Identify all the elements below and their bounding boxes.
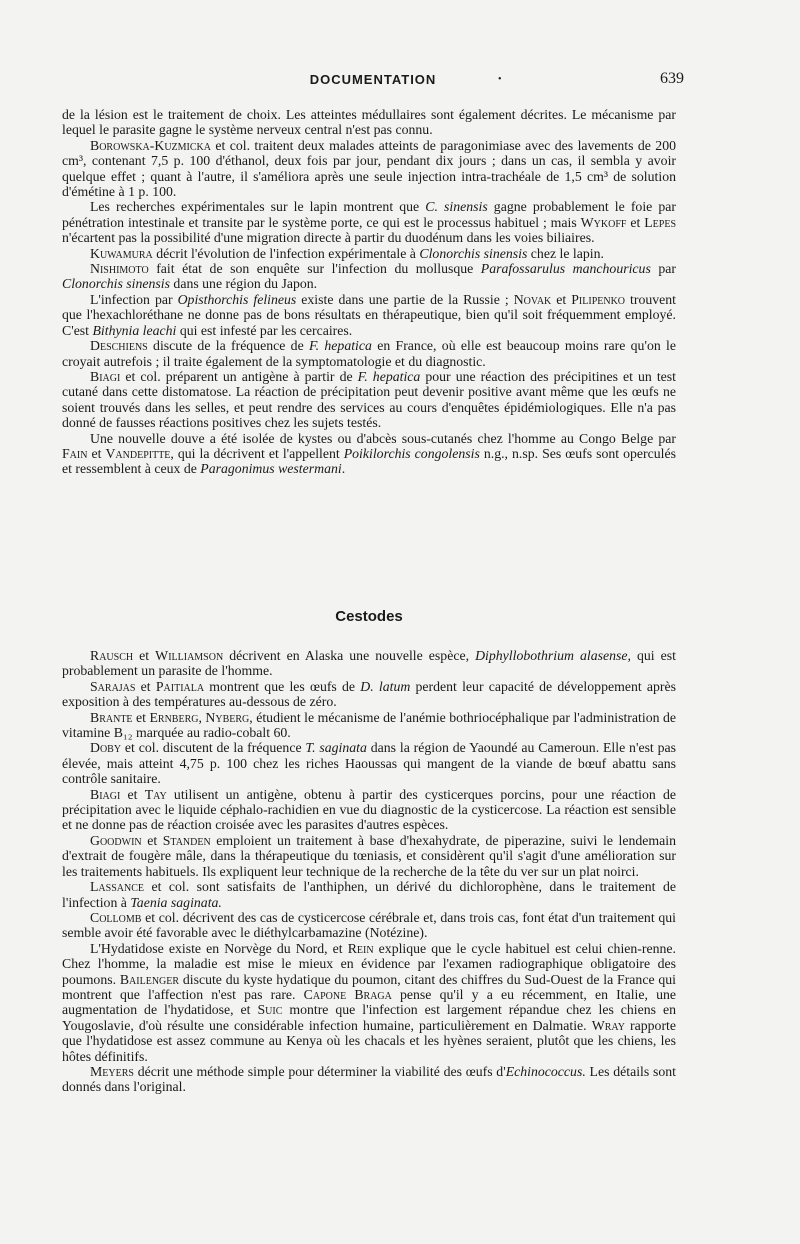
text-run: décrit l'évolution de l'infection expérimentale à <box>152 245 420 261</box>
paragraph <box>62 941 676 1064</box>
species-name: Clonorchis sinensis <box>62 276 170 292</box>
text-run: Les recherches expérimentales sur le lapin montrent que <box>90 199 426 215</box>
text-run: chez le lapin. <box>527 245 604 261</box>
author-name: Pilipenko <box>571 291 626 307</box>
running-title: DOCUMENTATION <box>309 72 437 87</box>
trematodes-continuation <box>62 107 676 477</box>
paragraph <box>62 679 676 710</box>
paragraph <box>62 710 676 741</box>
text-run: et <box>132 709 150 725</box>
author-name: Standen <box>162 832 211 848</box>
species-name: Taenia saginata. <box>130 894 222 910</box>
text-run: et col. discutent de la fréquence <box>121 740 306 756</box>
author-name: Lepes <box>644 214 677 230</box>
page-number: 639 <box>660 70 684 87</box>
species-name: Clonorchis sinensis <box>419 245 528 261</box>
section-heading-cestodes: Cestodes <box>335 608 403 625</box>
paragraph <box>62 338 676 369</box>
paragraph <box>62 833 676 879</box>
author-name: Rein <box>347 940 374 956</box>
text-run: et <box>133 648 156 663</box>
author-name: Doby <box>90 740 122 756</box>
text-run: discute du kyste hydatique du poumon, citant des chiffres du Sud-Ouest de la France qui montrent que l'affection n'est pas rare. <box>62 971 676 1002</box>
text-run: décrivent en Alaska une nouvelle espèce, <box>223 648 476 663</box>
author-name: Goodwin <box>90 832 142 848</box>
author-name: Borowska-Kuzmicka <box>90 137 211 153</box>
text-run: en France, où elle est beaucoup moins rare qu'on le croyait autrefois ; il traite également de la symptomatologie et du diagnostic. <box>62 338 676 369</box>
text-run: discute de la fréquence de <box>147 338 309 354</box>
paragraph <box>62 648 676 679</box>
paragraph <box>62 261 676 292</box>
paragraph <box>62 879 676 910</box>
text-run: dans une région du Japon. <box>169 276 318 292</box>
paragraph <box>62 292 676 338</box>
author-name: Ernberg <box>149 709 199 725</box>
species-name: F. hepatica <box>357 368 421 384</box>
species-name: C. sinensis <box>425 199 488 215</box>
species-name: Echinococcus. <box>505 1063 586 1079</box>
species-name: T. saginata <box>305 740 367 756</box>
text-run: et <box>141 832 163 848</box>
author-name: Meyers <box>90 1063 134 1079</box>
text-run: rapporte que l'hydatidose est assez commune au Kenya où les chacals et les hyènes seraient, plutôt que les chiens, les hôtes définitifs. <box>62 1017 677 1064</box>
text-run: montre que l'infection est largement répandue chez les chiens en Yougoslavie, d'où résulte une considérable infection humaine, particulièrement en Dalmatie. <box>62 1002 676 1033</box>
text-run: Les détails sont donnés dans l'original. <box>62 1063 676 1095</box>
paragraph <box>62 740 676 786</box>
text-run: perdent leur capacité de développement après exposition à des températures au-dessous de zéro. <box>62 678 676 710</box>
author-name: Bailenger <box>119 971 180 987</box>
author-name: Wray <box>591 1017 625 1033</box>
species-name: D. latum <box>360 678 411 694</box>
text-run: et col. préparent un antigène à partir de <box>120 368 358 384</box>
species-name: Opisthorchis felineus <box>177 291 297 307</box>
text-run: pense qu'il y a eu récemment, en Italie, une augmentation de l'hydatidose, et <box>62 986 676 1018</box>
author-name: Rausch <box>90 648 134 663</box>
paragraph <box>62 138 676 200</box>
text-run: , étudient le mécanisme de l'anémie bothriocéphalique par l'administration de vitamine B₁₂ marquée au radio-cobalt 60. <box>62 709 676 741</box>
text-run: et <box>626 214 645 230</box>
text-run: Une nouvelle douve a été isolée de kystes ou d'abcès sous-cutanés chez l'homme au Congo Belge par <box>90 430 676 446</box>
text-run: et <box>120 786 145 802</box>
author-name: Capone Braga <box>303 986 392 1002</box>
paragraph <box>62 431 676 477</box>
text-run: trouvent que l'hexachloréthane ne donne pas de bons résultats en thérapeutique, bien qu'il soit fréquemment employé. C'est <box>62 291 677 338</box>
text-run: qui est probablement un parasite de l'homme. <box>62 648 677 679</box>
author-name: Paitiala <box>155 678 205 694</box>
paragraph <box>62 369 676 431</box>
author-name: Suic <box>257 1002 283 1018</box>
author-name: Wykoff <box>580 214 627 230</box>
text-run: n.g., n.sp. Ses œufs sont operculés et ressemblent à ceux de <box>62 445 676 477</box>
text-run: de la lésion est le traitement de choix. Les atteintes médullaires sont également décrites. Le mécanisme par lequel le parasite gagne le système nerveux central n'est pas connu. <box>62 107 676 138</box>
text-run: existe dans une partie de la Russie ; <box>296 291 514 307</box>
text-run: et col. décrivent des cas de cysticercose cérébrale et, dans trois cas, font état d'un traitement qui semble avoir été favorable avec le diéthylcarbamazine (Notézine). <box>62 909 676 941</box>
text-run: emploient un traitement à base d'hexahydrate, de piperazine, suivi le lendemain d'extrait de fougère mâle, dans la thérapeutique du tœniasis, et considèrent qu'il s'agit d'une amélioration sur les traitements habituels. Ils expliquent leur technique de la recherche de la tête du ver sur un plat noirci. <box>62 832 676 879</box>
paragraph <box>62 107 676 138</box>
species-name: Parafossarulus manchouricus <box>480 261 651 277</box>
author-name: Williamson <box>155 648 224 663</box>
author-name: Collomb <box>90 909 142 925</box>
text-run: gagne probablement le foie par pénétration intestinale et transite par le système porte, ce qui est le processus habituel ; mais <box>62 199 676 230</box>
author-name: Nyberg <box>205 709 250 725</box>
paragraph <box>62 910 676 941</box>
text-run: L'infection par <box>90 291 178 307</box>
author-name: Biagi <box>90 368 121 384</box>
paragraph <box>62 246 676 261</box>
text-run: . <box>341 461 346 477</box>
text-run: et <box>87 445 106 461</box>
text-run: dans la région de Yaoundé au Cameroun. Elle n'est pas élevée, mais atteint 4,75 p. 100 chez les riches Haoussas qui mangent de la viande de bœuf abattu sans contrôle sanitaire. <box>62 740 677 787</box>
text-run: et col. sont satisfaits de l'anthiphen, un dérivé du dichlorophène, dans le traitement de l'infection à <box>62 879 676 910</box>
cestodes-body <box>62 648 676 1095</box>
species-name: Bithynia leachi <box>92 322 177 338</box>
text-run: explique que le cycle habituel est celui chien-renne. Chez l'homme, la maladie est mise le mieux en évidence par l'examen radiographique obligatoire des poumons. <box>62 940 676 987</box>
running-header <box>62 70 684 90</box>
text-run: utilisent un antigène, obtenu à partir des cysticerques porcins, pour une réaction de précipitation avec le liquide céphalo-rachidien en vue du diagnostic de la cysticercose. La réaction est sensible et ne donne pas de réaction croisée avec les parasites d'autres espèces. <box>62 786 676 833</box>
species-name: F. hepatica <box>309 338 372 354</box>
author-name: Vandepitte <box>105 445 171 461</box>
text-run: et <box>135 678 156 694</box>
text-run: n'écartent pas la possibilité d'une migration directe à partir du duodénum dans les voies biliaires. <box>62 230 595 246</box>
text-run: qui est infesté par les cercaires. <box>176 322 353 338</box>
author-name: Kuwamura <box>90 245 153 261</box>
text-run: , qui la décrivent et l'appellent <box>170 445 344 461</box>
author-name: Tay <box>144 786 167 802</box>
species-name: Poikilorchis congolensis <box>343 445 480 461</box>
species-name: Diphyllobothrium alasense, <box>475 648 631 663</box>
text-run: montrent que les œufs de <box>204 678 361 694</box>
paragraph <box>62 1064 676 1095</box>
paragraph <box>62 199 676 245</box>
text-run: par <box>650 261 676 277</box>
species-name: Paragonimus westermani <box>200 461 342 477</box>
text-run: et <box>551 291 572 307</box>
author-name: Deschiens <box>90 338 148 354</box>
text-run: , <box>198 709 206 725</box>
text-run: et col. traitent deux malades atteints de paragonimiase avec des lavements de 200 cm³, contenant 7,5 p. 100 d'éthanol, deux fois par jour, pendant dix jours ; dans un cas, il sembla y avoir quelque effet ; quant à l'autre, il s'améliora après une seule injection intra-trachéale de 1,5 cm³ de solution d'émétine à 1 p. 100. <box>62 137 676 200</box>
text-run: L'Hydatidose existe en Norvège du Nord, et <box>90 940 348 956</box>
speck-mark: • <box>498 74 502 85</box>
author-name: Brante <box>90 709 133 725</box>
author-name: Fain <box>62 445 88 461</box>
text-run: décrit une méthode simple pour déterminer la viabilité des œufs d' <box>133 1063 506 1079</box>
author-name: Nishimoto <box>90 261 149 277</box>
text-run: fait état de son enquête sur l'infection du mollusque <box>148 261 481 277</box>
author-name: Sarajas <box>90 678 136 694</box>
author-name: Novak <box>513 291 552 307</box>
paragraph <box>62 787 676 833</box>
author-name: Biagi <box>90 786 121 802</box>
text-run: pour une réaction des précipitines et un test cutané dans cette distomatose. La réaction de précipitation peut devenir positive avant même que les œufs ne soient trouvés dans les selles, et peut rendre des services au cours d'enquêtes épidémiologiques. Elle n'a pas donné de fausses réactions positives chez les sujets testés. <box>62 368 676 431</box>
author-name: Lassance <box>90 879 144 895</box>
